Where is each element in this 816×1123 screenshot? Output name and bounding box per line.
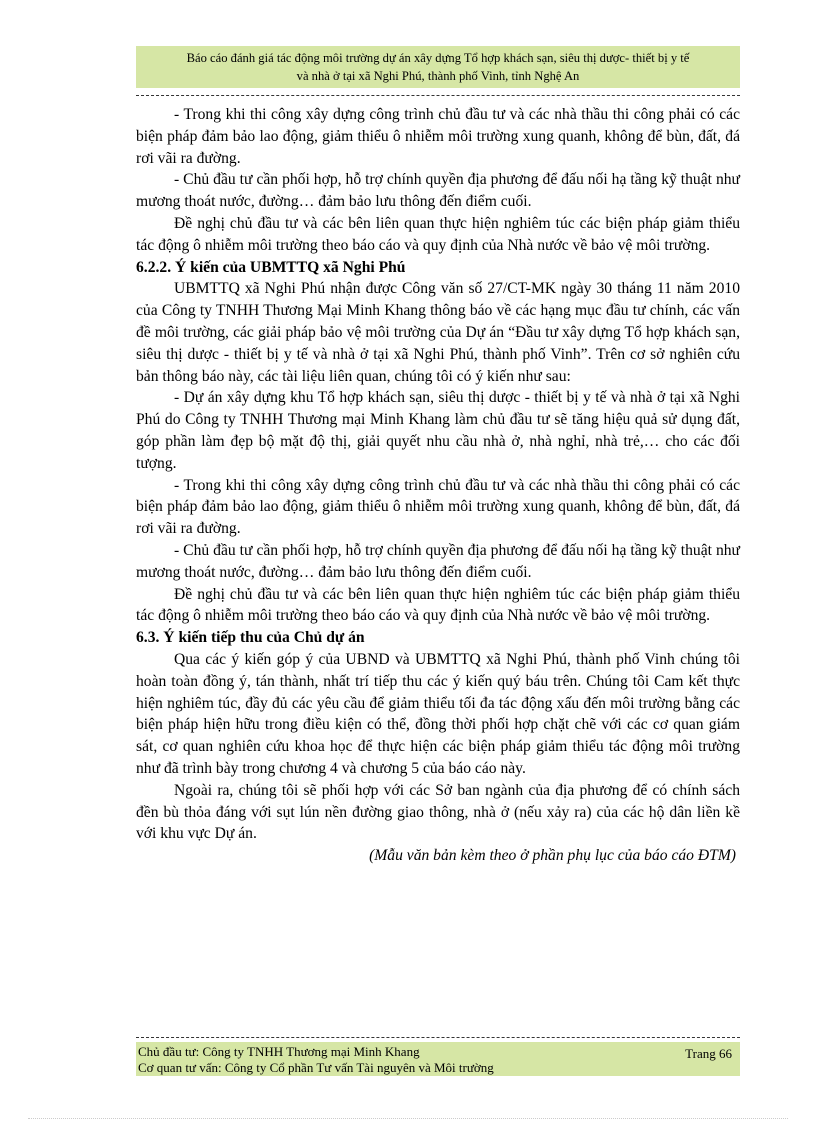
section-heading-6-3: 6.3. Ý kiến tiếp thu của Chủ dự án (136, 629, 365, 647)
paragraph: UBMTTQ xã Nghi Phú nhận được Công văn số 27/CT-MK ngày 30 tháng 11 năm 2010 của Công ty TNHH Thương Mại Minh Khang thông báo về các hạng mục đầu tư chính, các vấn đề môi trường, các giải pháp bảo vệ môi trường của Dự án “Đầu tư xây dựng Tổ hợp khách sạn, siêu thị dược - thiết bị y tế và nhà ở tại xã Nghi Phú, thành phố Vinh”. Trên cơ sở nghiên cứu bản thông báo này, các tài liệu liên quan, chúng tôi có ý kiến như sau: (136, 280, 740, 385)
page-header (136, 46, 740, 88)
paragraph: - Trong khi thi công xây dựng công trình chủ đầu tư và các nhà thầu thi công phải có các biện pháp đảm bảo lao động, giảm thiểu ô nhiễm môi trường xung quanh, không để bùn, đất, đá rơi vãi ra đường. (136, 476, 740, 538)
page-number: Trang 66 (685, 1046, 732, 1061)
attachment-note: (Mẫu văn bản kèm theo ở phần phụ lục của báo cáo ĐTM) (369, 847, 736, 865)
paragraph: - Dự án xây dựng khu Tổ hợp khách sạn, siêu thị dược - thiết bị y tế và nhà ở tại xã Nghi Phú do Công ty TNHH Thương mại Minh Khang làm chủ đầu tư sẽ tăng hiệu quả sử dụng đất, góp phần làm đẹp bộ mặt độ thị, giải quyết nhu cầu nhà ở, nhà nghỉ, nhà trẻ,… cho các đối tượng. (136, 389, 740, 472)
header-divider (136, 95, 740, 96)
paragraph: Ngoài ra, chúng tôi sẽ phối hợp với các Sở ban ngành của địa phương để có chính sách đền bù thỏa đáng với sụt lún nền đường giao thông, nhà ở (nếu xảy ra) của các hộ dân liền kề với khu vực Dự án. (136, 781, 740, 843)
header-title-line1: Báo cáo đánh giá tác động môi trường dự án xây dựng Tổ hợp khách sạn, siêu thị dược- thiết bị y tế (186, 51, 690, 65)
paragraph: Qua các ý kiến góp ý của UBND và UBMTTQ xã Nghi Phú, thành phố Vinh chúng tôi hoàn toàn đồng ý, tán thành, nhất trí tiếp thu các ý kiến quý báu trên. Chúng tôi Cam kết thực hiện nghiêm túc, đầy đủ các yêu cầu để giảm thiểu tối đa tác động xấu đến môi trường bằng các biện pháp hiện hữu trong điều kiện có thể, đồng thời phối hợp chặt chẽ với các cơ quan giám sát, cơ quan nghiên cứu khoa học để thực hiện các biện pháp giảm thiểu tác động môi trường như đã trình bày trong chương 4 và chương 5 của báo cáo này. (136, 650, 740, 777)
footer-consultant: Cơ quan tư vấn: Công ty Cổ phần Tư vấn Tài nguyên và Môi trường (138, 1060, 494, 1075)
page-edge (28, 1118, 788, 1119)
footer-owner: Chủ đầu tư: Công ty TNHH Thương mại Minh Khang (138, 1044, 420, 1059)
paragraph: - Chủ đầu tư cần phối hợp, hỗ trợ chính quyền địa phương để đấu nối hạ tầng kỹ thuật như mương thoát nước, đường… đảm bảo lưu thông đến điểm cuối. (136, 541, 740, 581)
paragraph: - Chủ đầu tư cần phối hợp, hỗ trợ chính quyền địa phương để đấu nối hạ tầng kỹ thuật như mương thoát nước, đường… đảm bảo lưu thông đến điểm cuối. (136, 171, 740, 211)
page-footer (136, 1042, 740, 1076)
document-body (136, 104, 740, 867)
paragraph: Đề nghị chủ đầu tư và các bên liên quan thực hiện nghiêm túc các biện pháp giảm thiểu tác động ô nhiễm môi trường theo báo cáo và quy định của Nhà nước về bảo vệ môi trường. (136, 214, 740, 254)
footer-divider (136, 1037, 740, 1038)
section-heading-6-2-2: 6.2.2. Ý kiến của UBMTTQ xã Nghi Phú (136, 258, 406, 276)
header-title-line2: và nhà ở tại xã Nghi Phú, thành phố Vinh, tỉnh Nghệ An (296, 69, 580, 83)
paragraph: Đề nghị chủ đầu tư và các bên liên quan thực hiện nghiêm túc các biện pháp giảm thiểu tác động ô nhiễm môi trường theo báo cáo và quy định của Nhà nước về bảo vệ môi trường. (136, 585, 740, 625)
paragraph: - Trong khi thi công xây dựng công trình chủ đầu tư và các nhà thầu thi công phải có các biện pháp đảm bảo lao động, giảm thiểu ô nhiễm môi trường xung quanh, không để bùn, đất, đá rơi vãi ra đường. (136, 106, 740, 167)
